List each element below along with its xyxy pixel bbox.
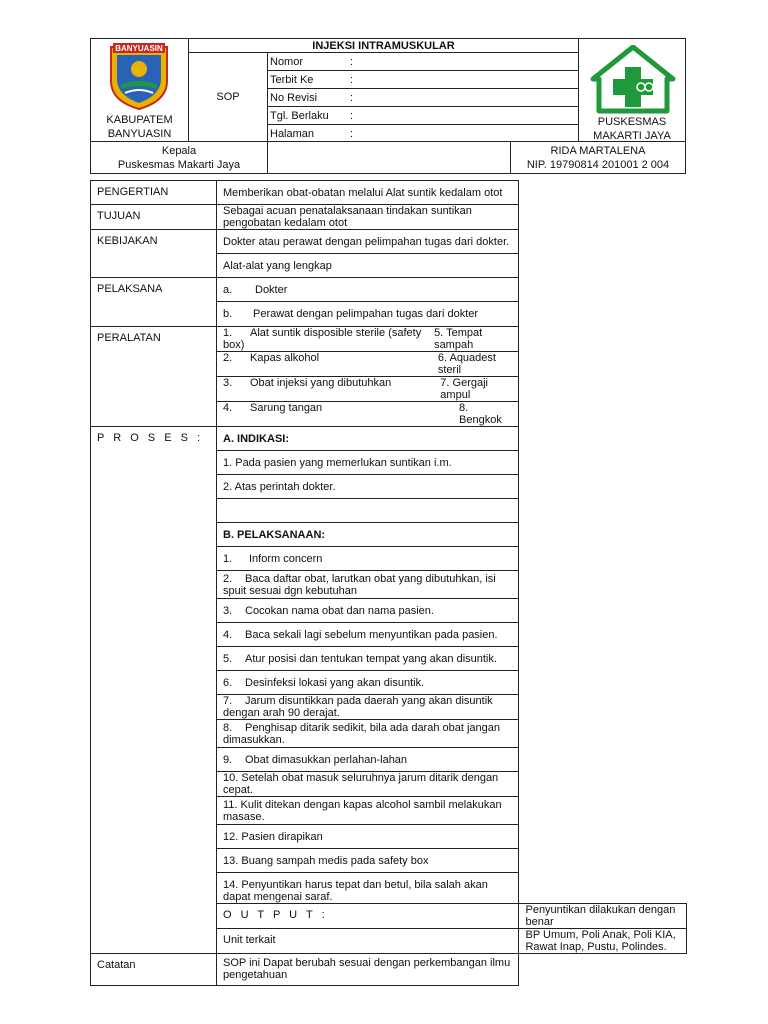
- peralatan-row: [217, 402, 519, 427]
- meta-colon: :: [350, 109, 354, 122]
- item-text: Sarung tangan: [250, 402, 323, 414]
- meta-colon: :: [350, 91, 354, 104]
- step-text: Jarum disuntikkan pada daerah yang akan disuntik dengan arah 90 derajat.: [223, 695, 493, 719]
- meta-row-revisi: [268, 89, 578, 107]
- meta-row-nomor: [268, 53, 578, 71]
- meta-row-terbit: [268, 71, 578, 89]
- step-cell: [217, 720, 519, 748]
- meta-row-berlaku: [268, 107, 578, 125]
- signer-left: [90, 141, 268, 174]
- item-num: 4.: [223, 402, 233, 414]
- item-text: Perawat dengan pelimpahan tugas dari dokter: [253, 308, 479, 320]
- left-logo-cell: [90, 38, 189, 142]
- meta-colon: :: [350, 73, 354, 86]
- step-cell: [217, 547, 519, 571]
- label-pengertian: PENGERTIAN: [91, 181, 217, 205]
- row-kebijakan-1: [91, 230, 687, 254]
- item-text: Kapas alkohol: [250, 352, 320, 364]
- step-num: 14.: [223, 879, 239, 891]
- signer-left-line2: Puskesmas Makarti Jaya: [117, 158, 241, 171]
- row-pengertian: [91, 181, 687, 205]
- meta-label: Halaman: [270, 128, 315, 140]
- step-num: 12.: [223, 830, 239, 843]
- left-org-line1: KABUPATEM: [106, 114, 173, 126]
- step-text: Buang sampah medis pada safety box: [241, 854, 429, 867]
- step-cell: [217, 748, 519, 772]
- row-catatan: [91, 954, 687, 986]
- label-output: O U T P U T :: [217, 904, 519, 929]
- step-text: Atur posisi dan tentukan tempat yang akan disuntik.: [245, 652, 497, 665]
- step-text: Inform concern: [249, 552, 323, 565]
- row-peralatan-1: [91, 327, 687, 352]
- step-cell: [217, 825, 519, 849]
- item-text-right: 6. Aquadest steril: [437, 352, 496, 376]
- step-cell: [217, 849, 519, 873]
- blank-cell: [217, 499, 519, 523]
- step-text: Obat dimasukkan perlahan-lahan: [245, 753, 408, 766]
- pelaksana-item: [217, 278, 519, 302]
- text-unit-terkait: BP Umum, Poli Anak, Poli KIA, Rawat Inap, Pustu, Polindes.: [519, 929, 687, 954]
- step-text: Penyuntikan harus tepat dan betul, bila salah akan dapat mengenai saraf.: [223, 879, 488, 903]
- sop-header: [90, 38, 686, 174]
- step-cell: [217, 873, 519, 904]
- step-num: 2.: [223, 572, 233, 585]
- item-text: Dokter: [255, 283, 288, 296]
- right-org-line2: MAKARTI JAYA: [593, 130, 671, 142]
- item-text-right: 8. Bengkok: [459, 402, 502, 426]
- text-pengertian: Memberikan obat-obatan melalui Alat suntik kedalam otot: [217, 181, 519, 205]
- right-org-line1: PUSKESMAS: [597, 116, 667, 128]
- text-kebijakan-1: Dokter atau perawat dengan pelimpahan tugas dari dokter.: [217, 230, 519, 254]
- puskesmas-logo-icon: [589, 45, 677, 119]
- step-cell: [217, 599, 519, 623]
- step-num: 10.: [223, 772, 239, 784]
- step-num: 8.: [223, 721, 233, 734]
- right-logo-cell: [578, 38, 686, 142]
- row-indikasi-title: [91, 427, 687, 451]
- step-text: Desinfeksi lokasi yang akan disuntik.: [245, 676, 425, 689]
- banyuasin-emblem-icon: [107, 41, 171, 111]
- meta-label: Nomor: [270, 55, 304, 68]
- step-text: Cocokan nama obat dan nama pasien.: [245, 604, 434, 617]
- row-tujuan: [91, 205, 687, 230]
- item-text: Obat injeksi yang dibutuhkan: [250, 377, 392, 389]
- peralatan-row: [217, 327, 519, 352]
- sop-label: SOP: [216, 91, 240, 103]
- step-cell: [217, 623, 519, 647]
- item-num: 3.: [223, 377, 233, 389]
- step-text: Kulit ditekan dengan kapas alcohol sambil melakukan masase.: [223, 798, 502, 823]
- step-num: 3.: [223, 604, 233, 617]
- left-org-name: [91, 113, 188, 141]
- step-cell: [217, 797, 519, 825]
- step-num: 4.: [223, 628, 233, 641]
- label-peralatan: PERALATAN: [91, 327, 217, 427]
- item-text: Alat suntik disposible sterile (safety box): [223, 327, 422, 351]
- step-num: 13.: [223, 854, 239, 867]
- step-cell: [217, 647, 519, 671]
- signer-middle: [267, 141, 511, 174]
- sop-meta-block: [267, 52, 579, 142]
- step-num: 6.: [223, 676, 233, 689]
- step-num: 11.: [223, 798, 238, 811]
- text-kebijakan-2: Alat-alat yang lengkap: [217, 254, 519, 278]
- step-num: 7.: [223, 695, 233, 707]
- label-kebijakan: KEBIJAKAN: [91, 230, 217, 278]
- row-pelaksana-a: [91, 278, 687, 302]
- right-org-name: [579, 115, 685, 143]
- step-text: Baca sekali lagi sebelum menyuntikan pada pasien.: [245, 628, 498, 641]
- step-text: Baca daftar obat, larutkan obat yang dibutuhkan, isi spuit sesuai dgn kebutuhan: [223, 572, 496, 597]
- label-catatan: Catatan: [91, 954, 217, 986]
- sop-body-table: [90, 180, 687, 986]
- signer-right-line2: NIP. 19790814 201001 2 004: [526, 158, 670, 171]
- indikasi-item: 2. Atas perintah dokter.: [217, 475, 519, 499]
- peralatan-row: [217, 377, 519, 402]
- item-text-right: 5. Tempat sampah: [434, 327, 483, 351]
- step-text: Setelah obat masuk seluruhnya jarum ditarik dengan cepat.: [223, 772, 499, 796]
- sop-title: [188, 38, 579, 53]
- meta-label: Terbit Ke: [270, 73, 314, 86]
- pelaksanaan-title: B. PELAKSANAAN:: [217, 523, 519, 547]
- step-cell: [217, 772, 519, 797]
- meta-label: Tgl. Berlaku: [270, 109, 329, 122]
- signer-left-line1: Kepala: [161, 144, 197, 157]
- item-num: a.: [223, 283, 233, 296]
- sop-title-text: INJEKSI INTRAMUSKULAR: [312, 39, 455, 52]
- item-text-right: 7. Gergaji ampul: [440, 377, 488, 401]
- pelaksana-item: [217, 302, 519, 327]
- step-cell: [217, 671, 519, 695]
- meta-label: No Revisi: [270, 91, 318, 104]
- item-num: 2.: [223, 352, 233, 364]
- indikasi-title: A. INDIKASI:: [217, 427, 519, 451]
- label-tujuan: TUJUAN: [91, 205, 217, 230]
- left-org-line2: BANYUASIN: [107, 128, 172, 140]
- label-proses: P R O S E S :: [91, 427, 217, 954]
- label-pelaksana: PELAKSANA: [91, 278, 217, 327]
- step-cell: [217, 571, 519, 599]
- step-text: Penghisap ditarik sedikit, bila ada darah obat jangan dimasukkan.: [223, 721, 501, 746]
- text-output: Penyuntikan dilakukan dengan benar: [519, 904, 687, 929]
- indikasi-item: 1. Pada pasien yang memerlukan suntikan i.m.: [217, 451, 519, 475]
- label-unit-terkait: Unit terkait: [217, 929, 519, 954]
- signer-right-line1: RIDA MARTALENA: [550, 144, 646, 157]
- signer-right: [510, 141, 686, 174]
- step-num: 9.: [223, 753, 233, 766]
- item-num: 1.: [223, 327, 233, 339]
- text-tujuan: Sebagai acuan penatalaksanaan tindakan suntikan pengobatan kedalam otot: [217, 205, 519, 230]
- step-num: 5.: [223, 652, 233, 665]
- peralatan-row: [217, 352, 519, 377]
- step-cell: [217, 695, 519, 720]
- step-text: Pasien dirapikan: [241, 830, 323, 843]
- meta-colon: :: [350, 55, 354, 68]
- item-num: b.: [223, 308, 233, 320]
- step-num: 1.: [223, 552, 233, 565]
- sop-label-cell: [188, 52, 268, 142]
- meta-colon: :: [350, 128, 354, 140]
- text-catatan: SOP ini Dapat berubah sesuai dengan perkembangan ilmu pengetahuan: [217, 954, 519, 986]
- emblem-banner-text: BANYUASIN: [115, 44, 163, 53]
